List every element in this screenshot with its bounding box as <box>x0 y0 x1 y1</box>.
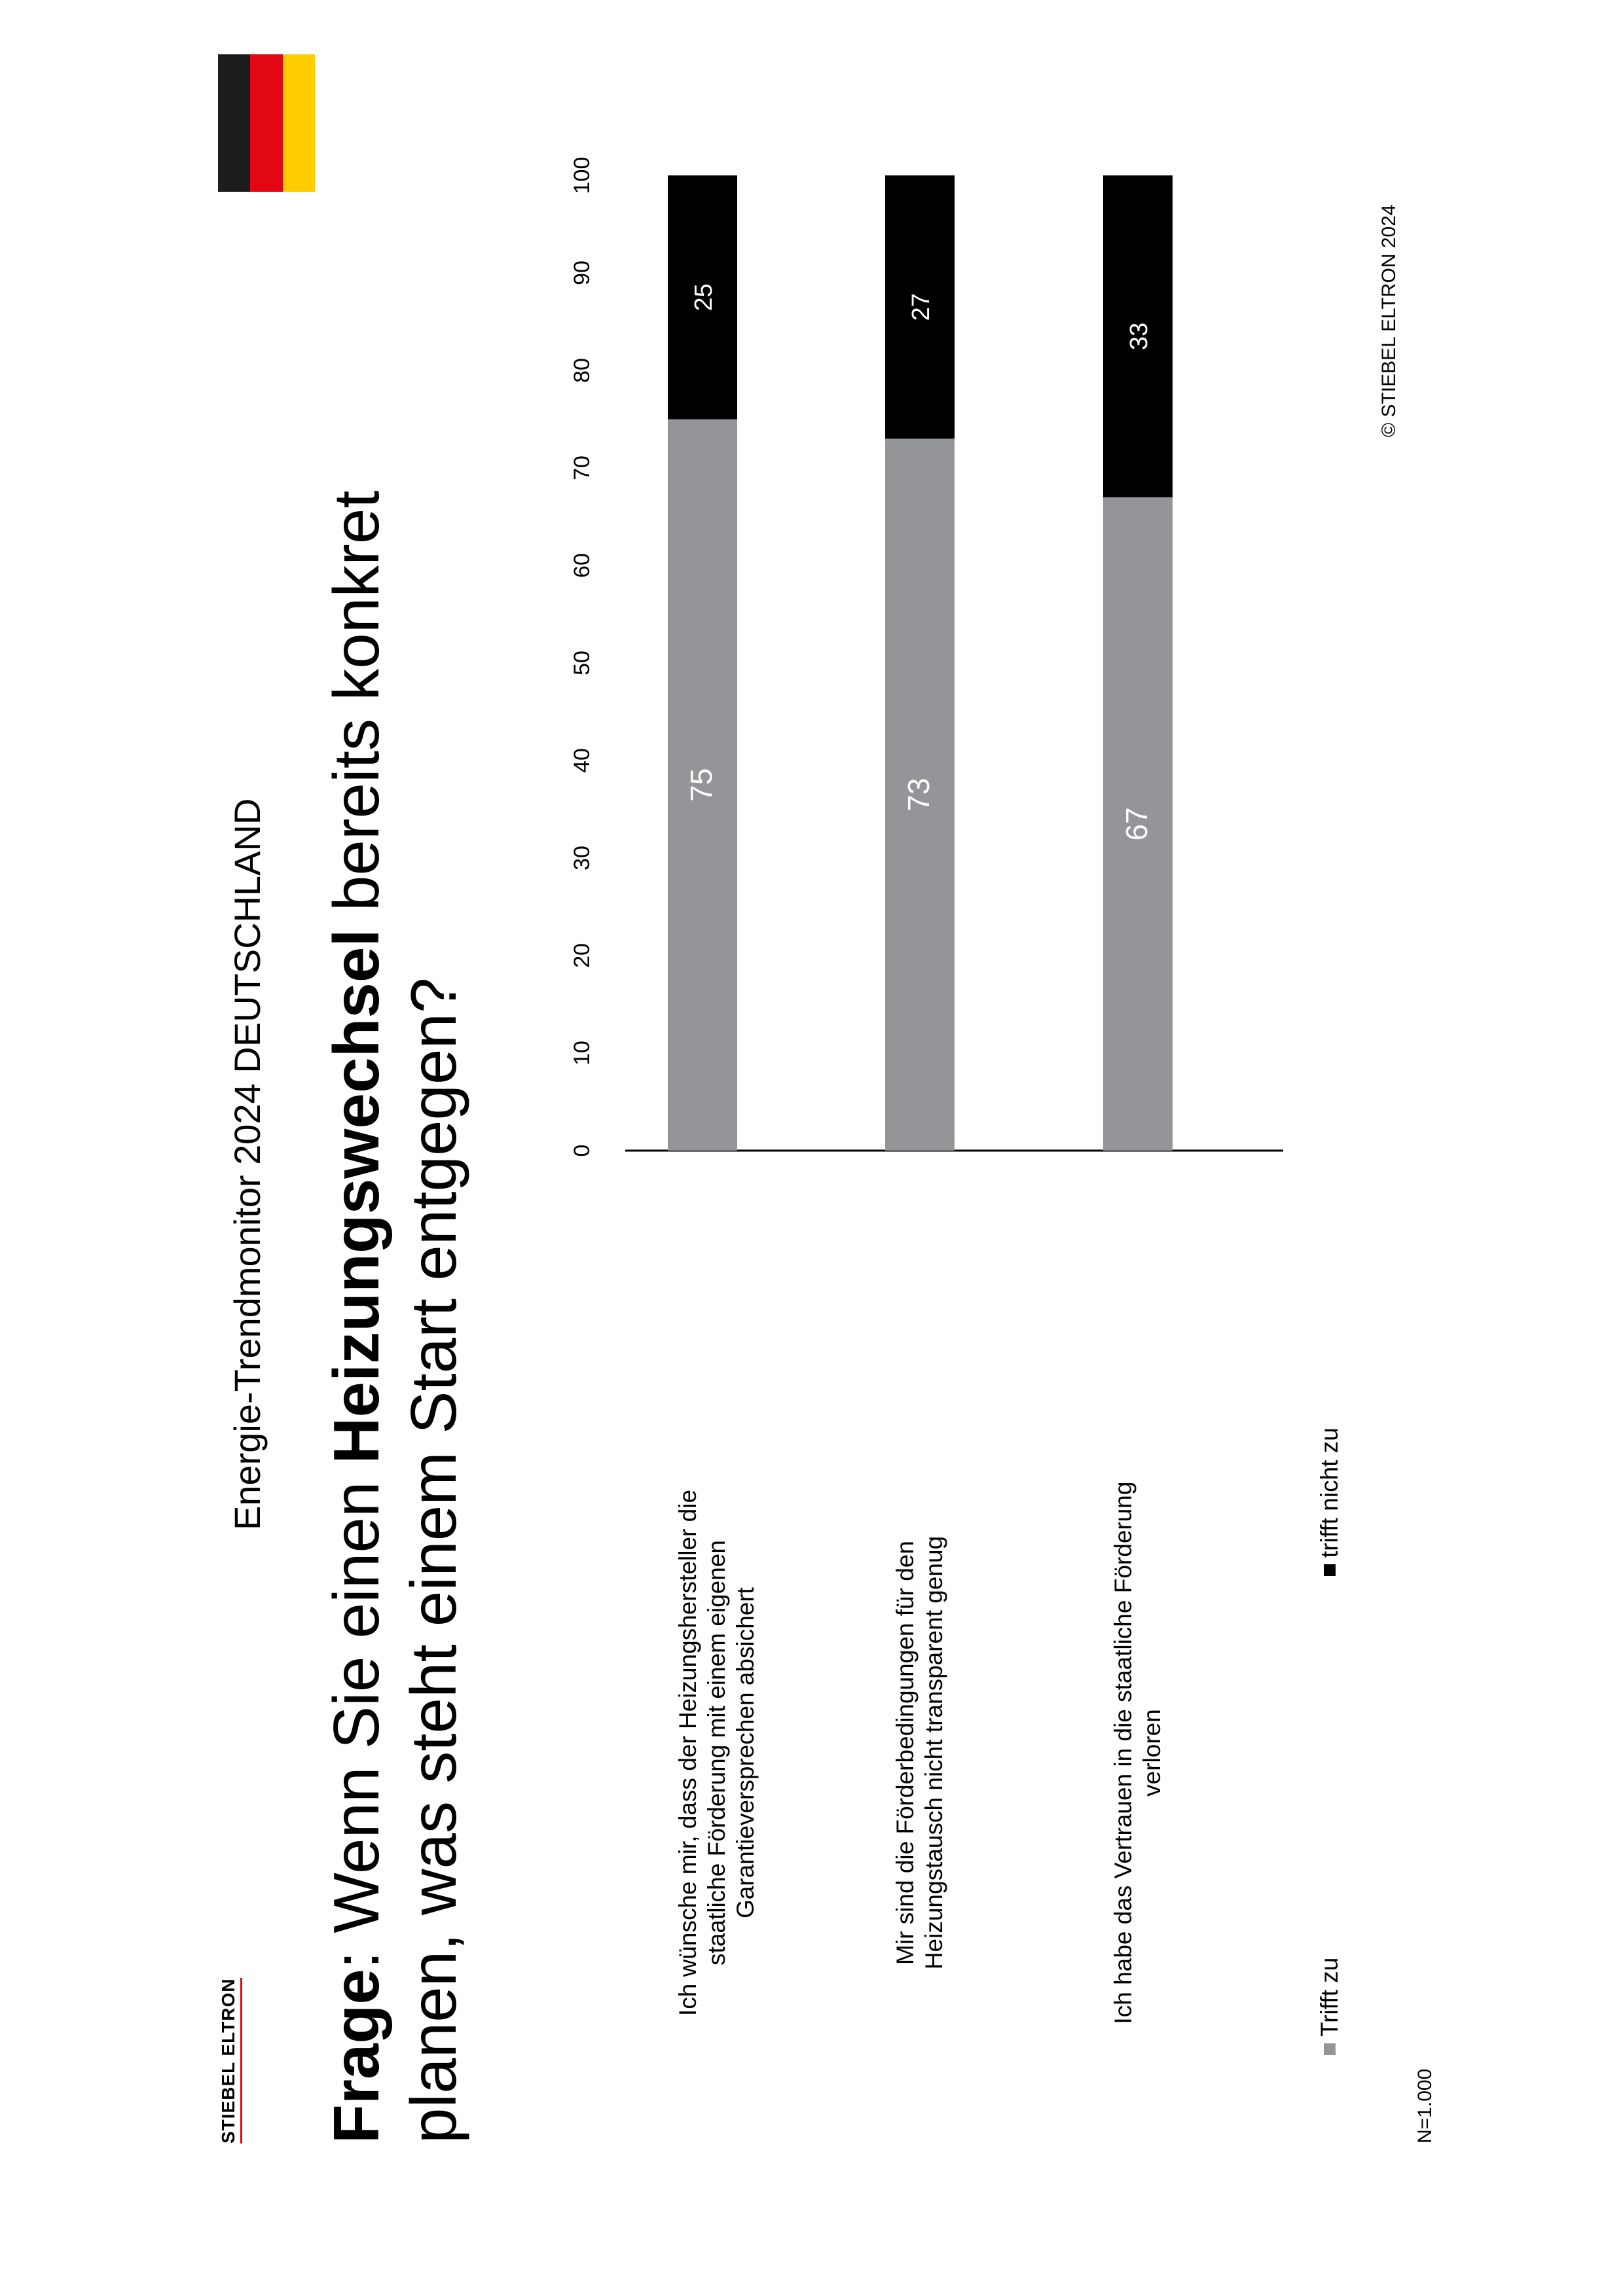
sample-size: N=1.000 <box>1414 2068 1436 2144</box>
data-label: 67 <box>1120 807 1154 841</box>
tick-label: 30 <box>570 846 594 870</box>
report-subtitle: Energie-Trendmonitor 2024 DEUTSCHLAND <box>227 798 268 1530</box>
tick-label: 90 <box>570 260 594 285</box>
brand-logo: STIEBEL ELTRON <box>218 1978 242 2144</box>
data-label: 33 <box>1125 322 1153 350</box>
legend-swatch <box>1324 1564 1336 1576</box>
title-bold-frage: Frage <box>320 1969 392 2144</box>
legend-label: trifft nicht zu <box>1316 1427 1343 1558</box>
title-bold-keyword: Heizungswechsel <box>320 929 392 1464</box>
tick-label: 60 <box>570 553 594 578</box>
copyright: © STIEBEL ELTRON 2024 <box>1378 204 1400 437</box>
legend-item-trifft-nicht-zu <box>1316 1427 1343 1576</box>
data-label: 75 <box>684 768 718 802</box>
tick-label: 20 <box>570 943 594 968</box>
tick-label: 10 <box>570 1041 594 1066</box>
data-label: 27 <box>907 293 935 321</box>
tick-label: 0 <box>570 1144 594 1157</box>
category-label: Ich habe das Vertrauen in die staatliche Förderung verloren <box>1110 1481 1165 2024</box>
title-part-2: bereits konkret planen, was steht einem Start entgegen? <box>320 490 469 2144</box>
tick-label: 80 <box>570 358 594 383</box>
tick-label: 100 <box>570 156 594 194</box>
tick-label: 50 <box>570 651 594 675</box>
data-label: 73 <box>902 778 936 812</box>
legend-item-trifft-zu <box>1316 1958 1343 2055</box>
legend-label: Trifft zu <box>1316 1957 1343 2037</box>
tick-label: 70 <box>570 456 594 480</box>
data-label: 25 <box>690 283 718 312</box>
category-label: Mir sind die Förderbedingungen für den Heizungstausch nicht transparent genug <box>892 1535 947 1970</box>
title-part-1: : Wenn Sie einen <box>320 1463 392 1969</box>
legend-swatch <box>1324 2043 1336 2055</box>
category-label: Ich wünsche mir, dass der Heizungshersteller die staatliche Förderung mit einem eigenen Garantieversprechen absichert <box>674 1489 759 2017</box>
tick-label: 40 <box>570 748 594 773</box>
